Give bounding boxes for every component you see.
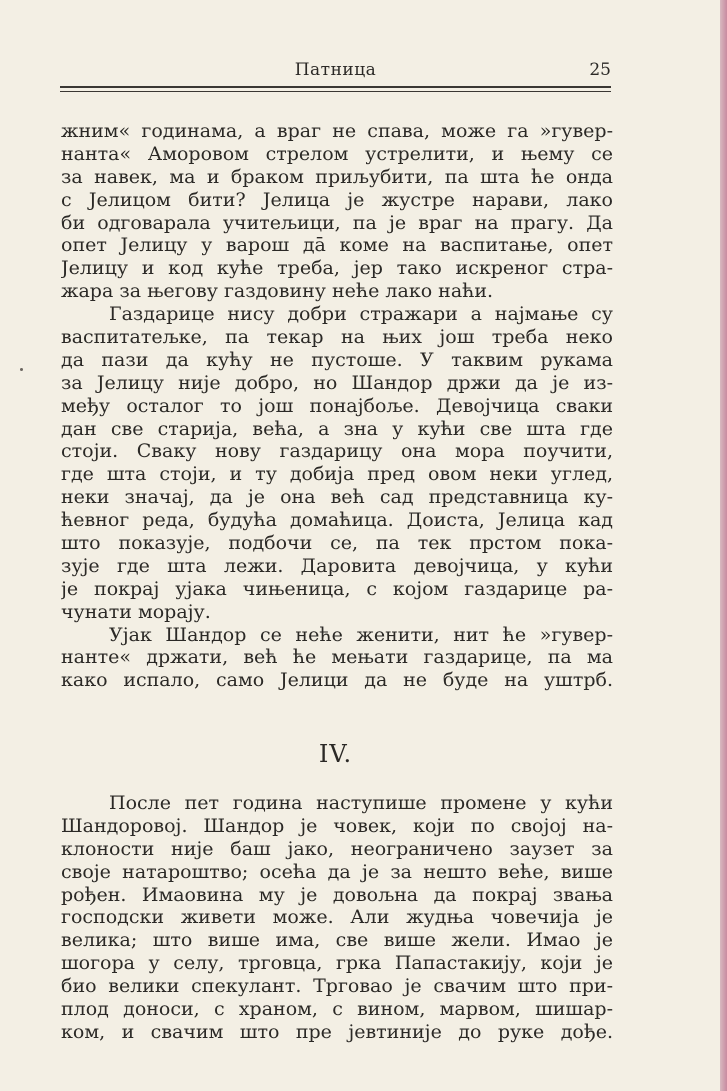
header-rule-thin (60, 91, 611, 92)
page-edge-stripe (720, 0, 727, 1091)
text-line: васпитатељке, па текар на њих још треба неко (61, 326, 613, 349)
text-line: где шта стоји, и ту добија пред овом неки углед, (61, 463, 613, 486)
text-line: Ујак Шандор се неће женити, нит ће »гувер- (109, 623, 613, 646)
text-line: за навек, ма и браком приљубити, па шта ће онда (61, 165, 613, 188)
chapter-heading: IV. (318, 740, 353, 768)
text-line: плод доноси, с храном, с вином, марвом, шишар- (61, 998, 613, 1021)
text-line: велика; што више има, све више жели. Имао је (61, 929, 613, 952)
text-line: што показује, подбочи се, па тек прстом пока- (61, 532, 613, 555)
page-number: 25 (589, 60, 611, 80)
text-line: Јелицу и код куће треба, јер тако искреног стра- (61, 257, 613, 280)
text-line: своје натароштво; осећа да је за нешто веће, више (61, 860, 613, 883)
text-line: за Јелицу није добро, но Шандор држи да је из- (61, 371, 613, 394)
text-line: опет Јелицу у варош дā коме на васпитање, опет (61, 234, 613, 257)
text-line: Газдарице нису добри стражари а најмање су (109, 303, 613, 326)
text-line: жним« годинама, а враг не спава, може га »гувер- (61, 120, 613, 142)
text-line: неки значај, да је она већ сад представница ку- (61, 486, 613, 509)
text-line: рођен. Имаовина му је довољна да покрај звања (61, 883, 613, 906)
running-header (60, 60, 611, 82)
text-line: ћевног реда, будућа домаћица. Доиста, Јелица кад (61, 509, 613, 532)
text-line: како испало, само Јелици да не буде на уштрб. (61, 669, 613, 692)
running-title: Патница (294, 60, 377, 80)
text-line: После пет година наступише промене у кући (109, 792, 613, 814)
text-line: стоји. Сваку нову газдарицу она мора поучити, (61, 440, 613, 463)
text-line: да пази да кућу не пустоше. У таквим рукама (61, 348, 613, 371)
text-block-2 (61, 792, 613, 1044)
text-line: с Јелицом бити? Јелица је жустре нарави, лако (61, 188, 613, 211)
text-line: шогора у селу, трговца, грка Папастакију, који је (61, 952, 613, 975)
text-line: био велики спекулант. Трговао је свачим што при- (61, 975, 613, 998)
text-line: дан све старија, већа, а зна у кући све шта где (61, 417, 613, 440)
text-line: би одговарала учитељици, па је враг на прагу. Да (61, 211, 613, 234)
text-line: нанта« Аморовом стрелом устрелити, и њему се (61, 142, 613, 165)
text-line: међу осталог то још понајбоље. Девојчица сваки (61, 394, 613, 417)
text-line: зује где шта лежи. Даровита девојчица, у кући (61, 554, 613, 577)
text-line: нанте« држати, већ ће мењати газдарице, па ма (61, 646, 613, 669)
text-line: клоности није баш јако, неограничено заузет за (61, 837, 613, 860)
text-line: господски живети може. Али жудња човечија је (61, 906, 613, 929)
text-line: жара за његову газдовину неће лако наћи. (61, 280, 494, 303)
text-line: ком, и свачим што пре јевтиније до руке дође. (61, 1020, 613, 1043)
text-line: је покрај ујака чињеница, с којом газдарице ра- (61, 577, 613, 600)
text-block-1 (61, 120, 613, 692)
text-line: Шандоровој. Шандор је човек, који по својој на- (61, 814, 613, 837)
header-rule-thick (60, 86, 611, 88)
text-line: чунати морају. (61, 600, 211, 623)
margin-speck (20, 368, 23, 371)
